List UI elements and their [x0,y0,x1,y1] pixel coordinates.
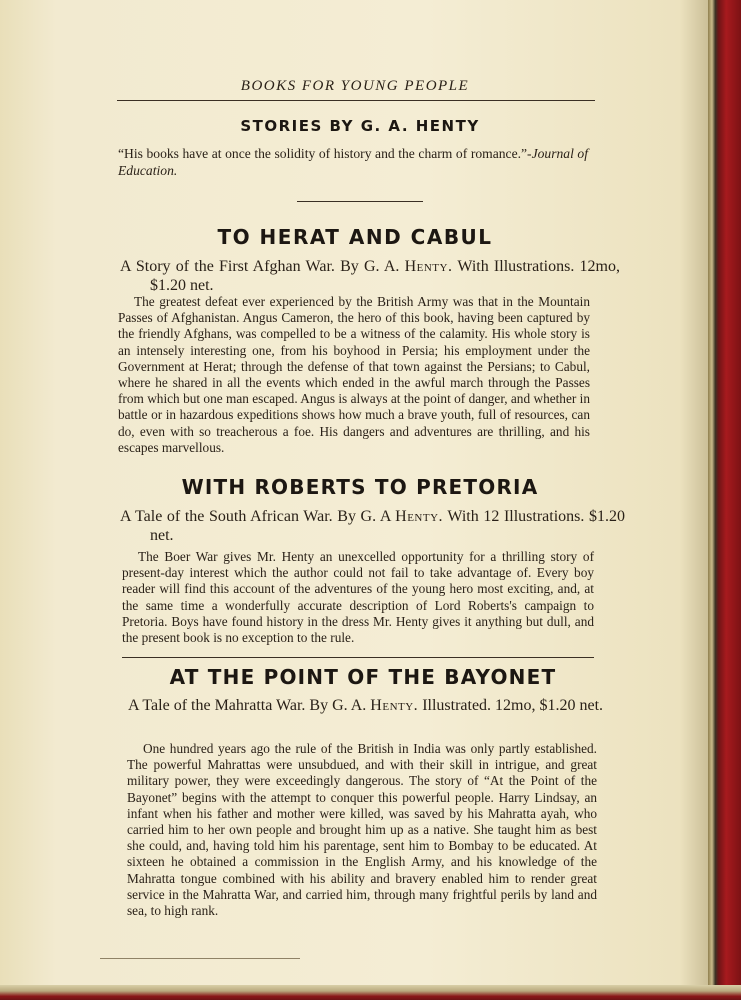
running-head: BOOKS FOR YOUNG PEOPLE [240,78,470,94]
footer-rule [100,958,300,959]
quote-text: “His books have at once the solidity of history and the charm of romance.” [118,146,528,161]
author-name: Henty. [395,508,444,525]
book-title: AT THE POINT OF THE BAYONET [169,665,557,689]
quote-source: -Journal of Education. [118,146,588,178]
subtitle-tail: With 12 Illustrations. $1.20 net. [150,508,625,544]
book-description: One hundred years ago the rule of the British in India was only partly established. The powerful Mahrattas were unsubdued, and with their skill in intrigue, and great military power, they were exceedingly dangerous. The story of “At the Point of the Bayonet” begins with the attempt to conquer this powerful people. Harry Lindsay, an infant when his father and mother were killed, was saved by his Mahratta ayah, who carried him to her own people and brought him up as a native. She taught him as best she could, and, having told him his parentage, sent him to Bombay to be educated. At sixteen he obtained a commission in the English Army, and his knowledge of the Mahratta tongue combined with his ability and bravery enabled him to render great service in the Mahratta War, and carried him, through many frightful perils by land and sea, to high rank. [127,741,597,919]
book-title: WITH ROBERTS TO PRETORIA [181,475,539,499]
author-name: Henty. [370,697,419,714]
divider-rule [297,201,423,202]
header-rule [117,100,595,101]
book-subtitle [120,507,625,545]
book-description: The greatest defeat ever experienced by the British Army was that in the Mountain Passes of Afghanistan. Angus Cameron, the hero of this book, having been captured by the friendly Afghans, was compelled to be a witness of the calamity. His whole story is an intensely interesting one, from his boyhood in Persia; his employment under the Government at Herat; through the defense of that town against the Persians; to Cabul, where he shared in all the events which ended in the awful march through the Passes from which but one man escaped. Angus is always at the point of danger, and whether in battle or in hazardous expeditions shows how much a brave youth, full of resources, can do, even with so treacherous a foe. His dangers and adventures are thrilling, and his escapes marvellous. [118,294,590,455]
book-subtitle [120,257,620,295]
book-subtitle [128,696,626,715]
subtitle-lead: A Story of the First Afghan War. By G. A. [120,258,405,275]
author-name: Henty. [404,258,453,275]
subtitle-tail: Illustrated. 12mo, $1.20 net. [418,697,604,714]
subtitle-lead: A Tale of the Mahratta War. By G. A. [128,697,371,714]
book-description: The Boer War gives Mr. Henty an unexcelled opportunity for a thrilling story of present-day interest which the author could not fail to take advantage of. Every boy reader will find this account of the adventures of the young hero most exciting, and, at the same time a wonderfully accurate description of Lord Roberts's campaign to Pretoria. Boys have found history in the dress Mr. Henty gives it anything but dull, and the present book is no exception to the rule. [122,549,594,646]
quote-block [118,145,588,179]
subtitle-lead: A Tale of the South African War. By G. A [120,508,396,525]
book-title: TO HERAT AND CABUL [217,225,493,249]
subtitle-tail: With Illustrations. 12mo, $1.20 net. [150,258,620,294]
book-bottom-edge [0,985,741,1000]
book-cover-edge [708,0,741,1000]
section-title: STORIES BY G. A. HENTY [240,117,480,135]
section-rule [122,657,594,658]
